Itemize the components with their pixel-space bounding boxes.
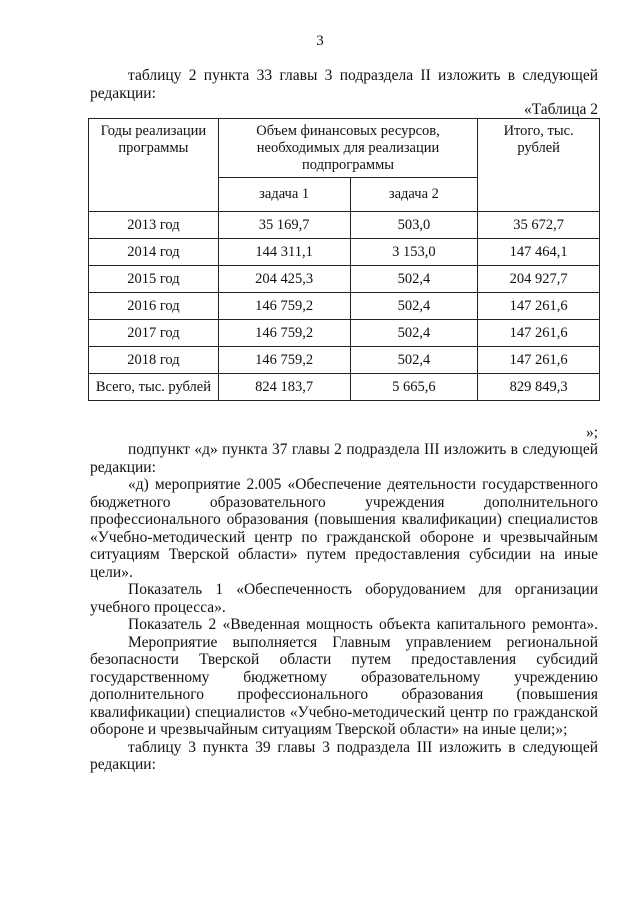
cell-task2: 502,4 xyxy=(350,266,478,293)
cell-year: 2018 год xyxy=(89,347,219,374)
cell-year: 2014 год xyxy=(89,239,219,266)
table-row xyxy=(89,239,600,266)
paragraph: таблицу 3 пункта 39 главы 3 подраздела III изложить в следующей редакции: xyxy=(90,738,598,773)
cell-task1: 146 759,2 xyxy=(218,347,350,374)
paragraph: Показатель 2 «Введенная мощность объекта капитального ремонта». xyxy=(128,616,598,633)
cell-year: 2013 год xyxy=(89,212,219,239)
header-resources: Объем финансовых ресурсов, необходимых для реализации подпрограммы xyxy=(218,119,477,178)
cell-task2: 502,4 xyxy=(350,320,478,347)
cell-task1: 824 183,7 xyxy=(218,374,350,401)
cell-task2: 503,0 xyxy=(350,212,478,239)
cell-task2: 3 153,0 xyxy=(350,239,478,266)
intro-paragraph: таблицу 2 пункта 33 главы 3 подраздела II изложить в следующей редакции: xyxy=(90,67,598,102)
table-caption: «Таблица 2 xyxy=(523,101,598,118)
table-total-row xyxy=(89,374,600,401)
intro-paragraph-block xyxy=(90,67,598,102)
cell-task2: 5 665,6 xyxy=(350,374,478,401)
cell-total: 147 464,1 xyxy=(478,239,600,266)
cell-task1: 146 759,2 xyxy=(218,320,350,347)
cell-task1: 35 169,7 xyxy=(218,212,350,239)
cell-task2: 502,4 xyxy=(350,293,478,320)
cell-total: 147 261,6 xyxy=(478,293,600,320)
table-row xyxy=(89,293,600,320)
header-task1: задача 1 xyxy=(218,178,350,212)
body-text-block xyxy=(90,441,598,774)
page-number: 3 xyxy=(316,33,324,49)
cell-task2: 502,4 xyxy=(350,347,478,374)
paragraph: Мероприятие выполняется Главным управлением региональной безопасности Тверской области путем предоставления субсидий государственному бюджетному образовательному учреждению дополнительного профессионального образования (повышения квалификации) специалистов «Учебно-методический центр по гражданской обороне и чрезвычайным ситуациям Тверской области» на иные цели;»; xyxy=(90,633,598,738)
cell-year: 2016 год xyxy=(89,293,219,320)
financing-table xyxy=(88,118,600,401)
table-row xyxy=(89,347,600,374)
table-row xyxy=(89,320,600,347)
cell-year: Всего, тыс. рублей xyxy=(89,374,219,401)
cell-year: 2015 год xyxy=(89,266,219,293)
table-closing-quote: »; xyxy=(585,424,598,441)
table-header-row xyxy=(89,119,600,178)
paragraph: подпункт «д» пункта 37 главы 2 подраздела III изложить в следующей редакции: xyxy=(90,441,598,476)
header-years: Годы реализации программы xyxy=(89,119,219,212)
header-task2: задача 2 xyxy=(350,178,478,212)
cell-task1: 146 759,2 xyxy=(218,293,350,320)
cell-task1: 144 311,1 xyxy=(218,239,350,266)
table-row xyxy=(89,266,600,293)
cell-year: 2017 год xyxy=(89,320,219,347)
cell-task1: 204 425,3 xyxy=(218,266,350,293)
cell-total: 204 927,7 xyxy=(478,266,600,293)
header-total: Итого, тыс. рублей xyxy=(478,119,600,212)
cell-total: 829 849,3 xyxy=(478,374,600,401)
cell-total: 147 261,6 xyxy=(478,347,600,374)
table-row xyxy=(89,212,600,239)
paragraph: «д) мероприятие 2.005 «Обеспечение деятельности государственного бюджетного образовательного учреждения дополнительного профессионального образования (повышения квалификации) специалистов «Учебно-методический центр по гражданской обороне и чрезвычайным ситуациям Тверской области» путем предоставления субсидии на иные цели». xyxy=(90,476,598,581)
cell-total: 35 672,7 xyxy=(478,212,600,239)
paragraph: Показатель 1 «Обеспеченность оборудованием для организации учебного процесса». xyxy=(90,581,598,616)
cell-total: 147 261,6 xyxy=(478,320,600,347)
